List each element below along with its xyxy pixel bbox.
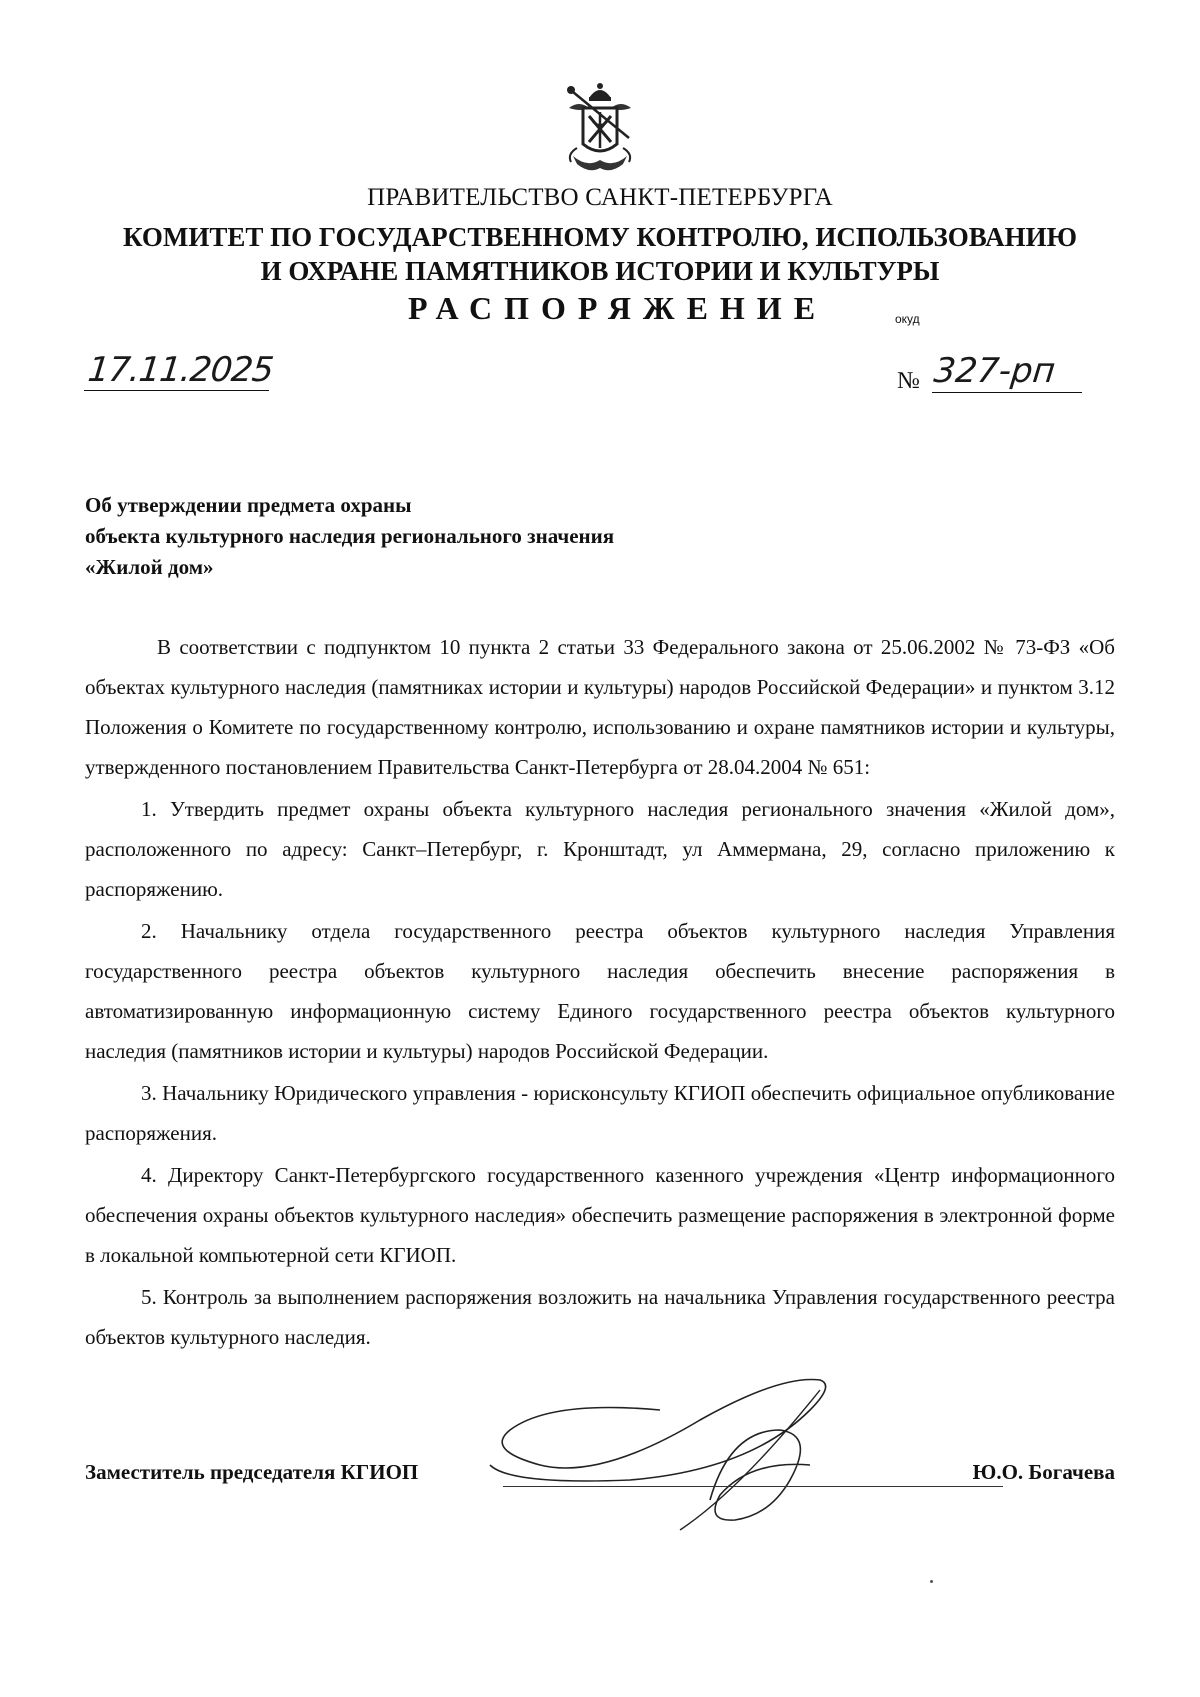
document-number: 327-рп (931, 351, 1058, 391)
document-date: 17.11.2025 (85, 350, 275, 390)
subject-line2: объекта культурного наследия регионального значения (85, 524, 615, 548)
document-body (85, 627, 1115, 1359)
government-title: ПРАВИТЕЛЬСТВО САНКТ-ПЕТЕРБУРГА (367, 184, 833, 211)
handwritten-signature (480, 1370, 920, 1540)
okud-label: окуд (895, 312, 920, 326)
order-item-1: 1. Утвердить предмет охраны объекта культурного наследия регионального значения «Жилой дом», расположенного по адресу: Санкт–Петербург, г. Кронштадт, ул Аммермана, 29, согласно приложению к распоряжению. (85, 797, 1115, 901)
document-subject (85, 490, 614, 583)
order-item-4: 4. Директору Санкт-Петербургского государственного казенного учреждения «Центр информационного обеспечения охраны объектов культурного наследия» обеспечить размещение распоряжения в электронной форме в локальной компьютерной сети КГИОП. (85, 1163, 1115, 1267)
number-underline (932, 392, 1082, 393)
subject-line1: Об утверждении предмета охраны (85, 493, 412, 517)
signer-position: Заместитель председателя КГИОП (85, 1460, 419, 1484)
signature-line (503, 1486, 1003, 1487)
preamble-paragraph: В соответствии с подпунктом 10 пункта 2 статьи 33 Федерального закона от 25.06.2002 № 73-ФЗ «Об объектах культурного наследия (памятниках истории и культуры) народов Российской Федерации» и пунктом 3.12 Положения о Комитете по государственному контролю, использованию и охране памятников истории и культуры, утвержденного постановлением Правительства Санкт-Петербурга от 28.04.2004 № 651: (85, 635, 1115, 779)
committee-title (0, 220, 1200, 288)
signer-name: Ю.О. Богачева (972, 1460, 1115, 1484)
number-label: № (897, 368, 920, 394)
scan-speck (930, 1580, 933, 1583)
order-item-5: 5. Контроль за выполнением распоряжения возложить на начальника Управления государственного реестра объектов культурного наследия. (85, 1285, 1115, 1349)
document-type: РАСПОРЯЖЕНИЕ (408, 290, 828, 326)
coat-of-arms-icon (559, 78, 641, 178)
committee-title-line2: И ОХРАНЕ ПАМЯТНИКОВ ИСТОРИИ И КУЛЬТУРЫ (260, 256, 940, 286)
order-item-3: 3. Начальнику Юридического управления - юрисконсульту КГИОП обеспечить официальное опубликование распоряжения. (85, 1081, 1115, 1145)
subject-line3: «Жилой дом» (85, 555, 214, 579)
committee-title-line1: КОМИТЕТ ПО ГОСУДАРСТВЕННОМУ КОНТРОЛЮ, ИСПОЛЬЗОВАНИЮ (123, 222, 1077, 252)
order-item-2: 2. Начальнику отдела государственного реестра объектов культурного наследия Управления государственного реестра объектов культурного наследия обеспечить внесение распоряжения в автоматизированную информационную систему Единого государственного реестра объектов культурного наследия (памятников истории и культуры) народов Российской Федерации. (85, 919, 1115, 1063)
